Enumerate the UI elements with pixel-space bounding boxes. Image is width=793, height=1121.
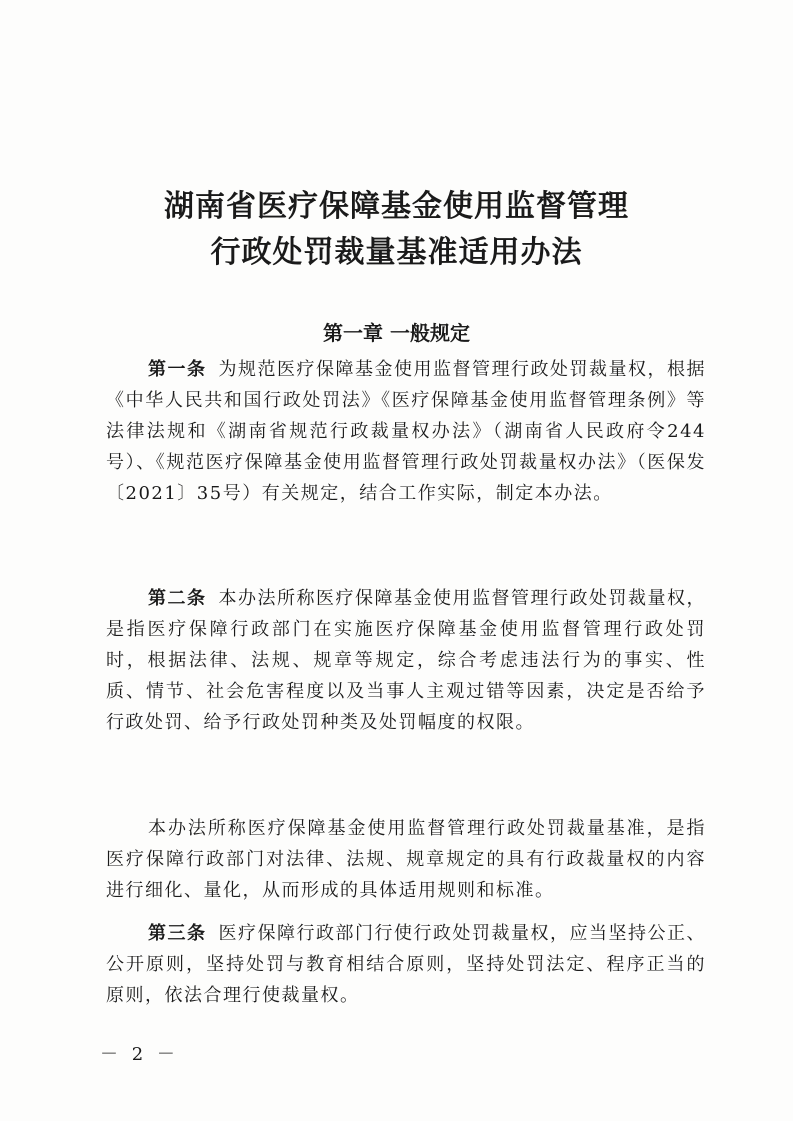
chapter-heading: 第一章 一般规定: [323, 321, 470, 345]
article-3: [106, 918, 706, 1011]
article-1: [106, 354, 706, 509]
article-2-paragraph-2: [106, 813, 706, 906]
page-number: － 2 －: [100, 1044, 179, 1065]
article-2-label: 第二条: [148, 588, 207, 609]
article-2-paragraph-2-text: 本办法所称医疗保障基金使用监督管理行政处罚裁量基准，是指医疗保障行政部门对法律、法规、规章规定的具有行政裁量权的内容进行细化、量化，从而形成的具体适用规则和标准。: [106, 818, 706, 901]
article-2: [106, 583, 706, 738]
document-title-line-1: 湖南省医疗保障基金使用监督管理: [164, 189, 629, 224]
article-3-label: 第三条: [148, 923, 207, 944]
article-2-text: 本办法所称医疗保障基金使用监督管理行政处罚裁量权，是指医疗保障行政部门在实施医疗保障基金使用监督管理行政处罚时，根据法律、法规、规章等规定，综合考虑违法行为的事实、性质、情节、社会危害程度以及当事人主观过错等因素，决定是否给予行政处罚、给予行政处罚种类及处罚幅度的权限。: [106, 588, 706, 733]
article-1-label: 第一条: [148, 359, 207, 380]
article-3-text: 医疗保障行政部门行使行政处罚裁量权，应当坚持公正、公开原则，坚持处罚与教育相结合原则，坚持处罚法定、程序正当的原则，依法合理行使裁量权。: [106, 923, 706, 1006]
document-title-line-2: 行政处罚裁量基准适用办法: [210, 235, 583, 270]
article-1-text: 为规范医疗保障基金使用监督管理行政处罚裁量权，根据《中华人民共和国行政处罚法》《医疗保障基金使用监督管理条例》等法律法规和《湖南省规范行政裁量权办法》（湖南省人民政府令244号）、《规范医疗保障基金使用监督管理行政处罚裁量权办法》（医保发〔2021〕35号）有关规定，结合工作实际，制定本办法。: [106, 359, 706, 504]
